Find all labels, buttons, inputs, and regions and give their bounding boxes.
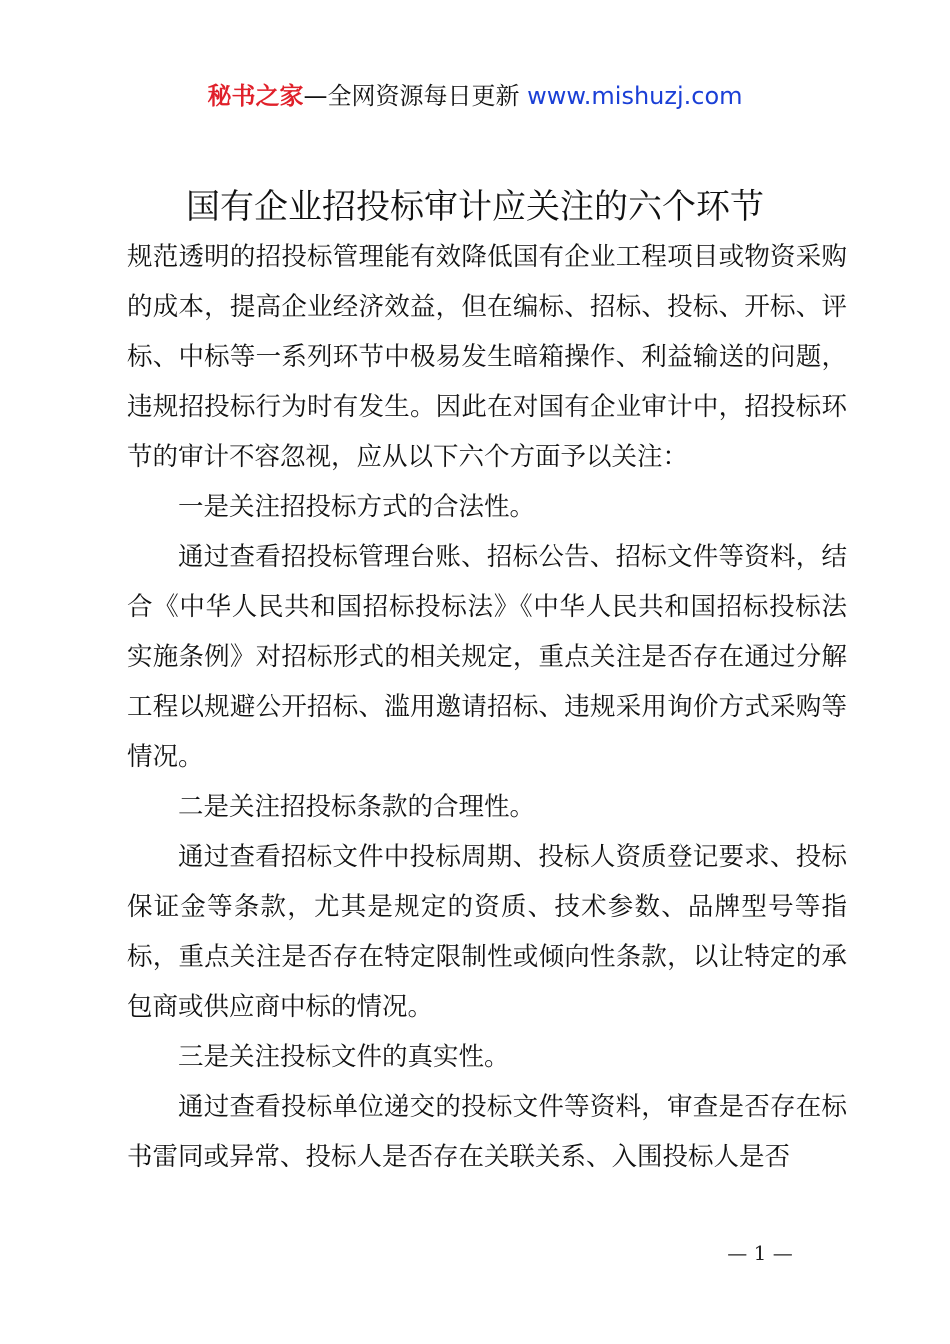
brand-name: 秘书之家 — [207, 82, 304, 110]
section-paragraph-2: 通过查看招标文件中投标周期、投标人资质登记要求、投标保证金等条款，尤其是规定的资质、技术参数、品牌型号等指标，重点关注是否存在特定限制性或倾向性条款，以让特定的承包商或供应商中标的情况。 — [127, 842, 847, 1022]
page-number: — 1 — — [727, 1241, 793, 1265]
section-paragraph-1: 通过查看招投标管理台账、招标公告、招标文件等资料，结合《中华人民共和国招标投标法》《中华人民共和国招标投标法实施条例》对招标形式的相关规定，重点关注是否存在通过分解工程以规避公开招标、滥用邀请招标、违规采用询价方式采购等情况。 — [127, 542, 847, 772]
document-title: 国有企业招投标审计应关注的六个环节 — [186, 187, 764, 227]
site-header — [0, 78, 950, 114]
section-paragraph-3: 通过查看投标单位递交的投标文件等资料，审查是否存在标书雷同或异常、投标人是否存在关联关系、入围投标人是否 — [127, 1092, 847, 1172]
intro-paragraph: 规范透明的招投标管理能有效降低国有企业工程项目或物资采购的成本，提高企业经济效益，但在编标、招标、投标、开标、评标、中标等一系列环节中极易发生暗箱操作、利益输送的问题，违规招投标行为时有发生。因此在对国有企业审计中，招投标环节的审计不容忽视，应从以下六个方面予以关注： — [127, 242, 847, 472]
section-heading-1: 一是关注招投标方式的合法性。 — [178, 492, 536, 522]
section-heading-3: 三是关注投标文件的真实性。 — [178, 1042, 510, 1072]
section-heading-2: 二是关注招投标条款的合理性。 — [178, 792, 536, 822]
document-body — [127, 232, 847, 1182]
site-url-link[interactable]: www.mishuzj.com — [527, 82, 743, 110]
header-tagline: —全网资源每日更新 — [303, 82, 520, 110]
